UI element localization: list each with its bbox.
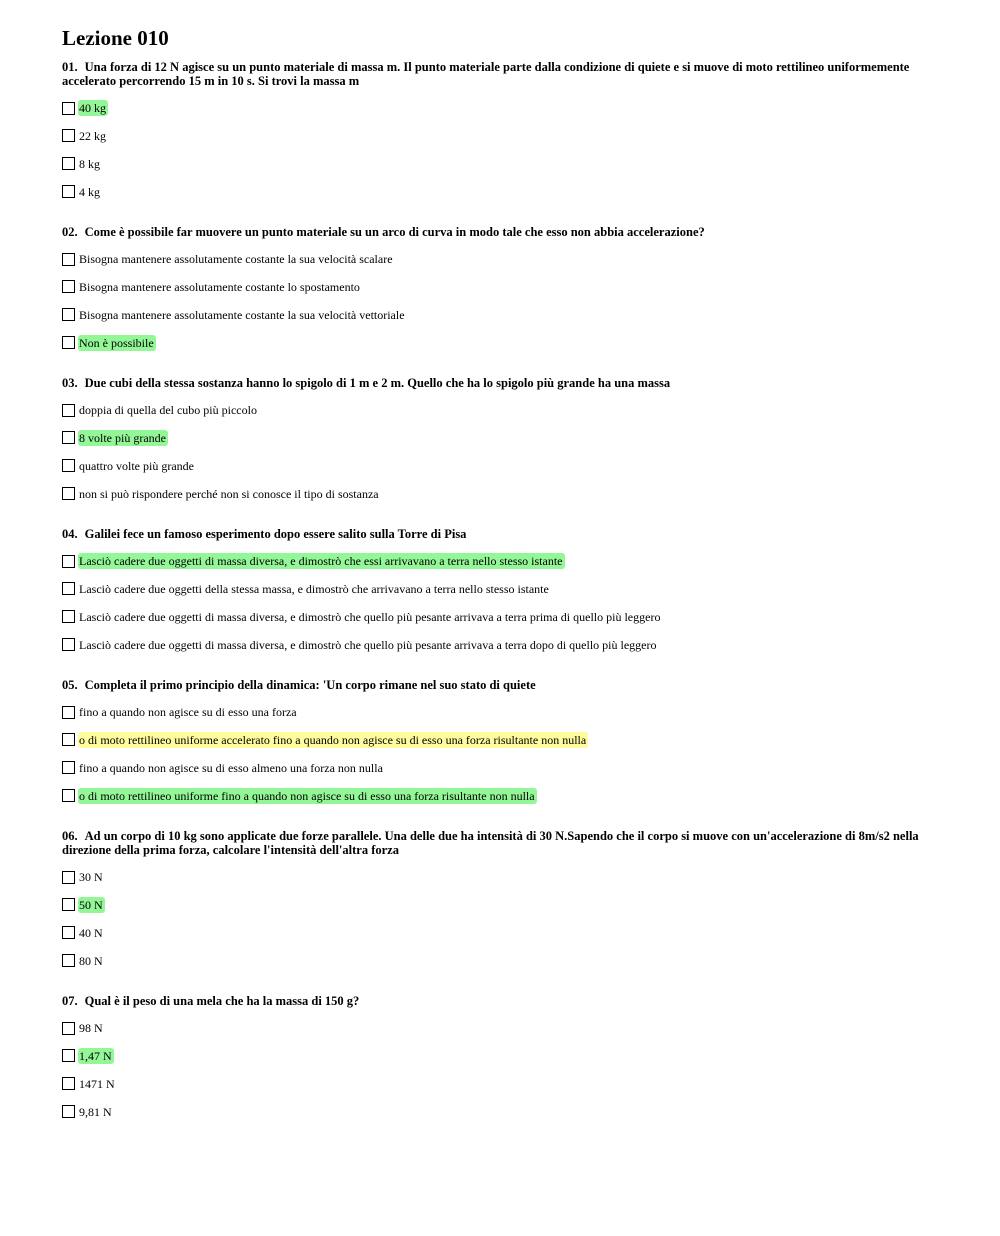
question-prompt: Qual è il peso di una mela che ha la massa di 150 g?: [84, 994, 360, 1008]
option-1[interactable]: [62, 553, 942, 569]
question-text: [62, 527, 942, 541]
checkbox[interactable]: [62, 761, 75, 774]
options-list: [62, 402, 942, 502]
option-1[interactable]: [62, 100, 942, 116]
option-3[interactable]: [62, 925, 942, 941]
question-02: [62, 225, 942, 363]
option-3[interactable]: [62, 1076, 942, 1092]
question-01: [62, 60, 942, 212]
option-label: 98 N: [79, 1021, 103, 1035]
checkbox[interactable]: [62, 1105, 75, 1118]
option-label: Non è possibile: [79, 335, 154, 350]
question-prompt: Una forza di 12 N agisce su un punto materiale di massa m. Il punto materiale parte dalla condizione di quiete e si muove di moto rettilineo uniformemente accelerato percorrendo 15 m in 10 s. Si trovi la massa m: [62, 60, 910, 88]
option-2[interactable]: [62, 581, 942, 597]
question-text: [62, 829, 942, 857]
option-2[interactable]: [62, 279, 942, 295]
question-prompt: Come è possibile far muovere un punto materiale su un arco di curva in modo tale che esso non abbia accelerazione?: [84, 225, 705, 239]
question-prompt: Ad un corpo di 10 kg sono applicate due forze parallele. Una delle due ha intensità di 30 N.Sapendo che il corpo si muove con un'accelerazione di 8m/s2 nella direzione della prima forza, calcolare l'intensità dell'altra forza: [62, 829, 919, 857]
checkbox[interactable]: [62, 308, 75, 321]
option-label: Bisogna mantenere assolutamente costante la sua velocità scalare: [79, 252, 393, 266]
options-list: [62, 553, 942, 653]
options-list: [62, 869, 942, 969]
question-number: 06.: [62, 829, 78, 843]
option-label: 4 kg: [79, 184, 100, 199]
option-label: 50 N: [79, 897, 103, 912]
question-07: [62, 994, 942, 1132]
checkbox[interactable]: [62, 1049, 75, 1062]
question-text: [62, 678, 942, 692]
option-label: 40 kg: [79, 101, 106, 115]
checkbox[interactable]: [62, 459, 75, 472]
option-1[interactable]: [62, 402, 942, 418]
option-1[interactable]: [62, 869, 942, 885]
checkbox[interactable]: [62, 638, 75, 651]
checkbox[interactable]: [62, 336, 75, 349]
options-list: [62, 704, 942, 804]
question-06: [62, 829, 942, 981]
question-03: [62, 376, 942, 514]
checkbox[interactable]: [62, 898, 75, 911]
option-label: 80 N: [79, 953, 103, 968]
option-label: o di moto rettilineo uniforme accelerato fino a quando non agisce su di esso una forza risultante non nulla: [79, 732, 587, 747]
checkbox[interactable]: [62, 871, 75, 884]
option-4[interactable]: [62, 486, 942, 502]
checkbox[interactable]: [62, 404, 75, 417]
option-4[interactable]: [62, 184, 942, 200]
question-text: [62, 225, 942, 239]
checkbox[interactable]: [62, 733, 75, 746]
option-2[interactable]: [62, 732, 942, 748]
question-text: [62, 994, 942, 1008]
option-4[interactable]: [62, 1104, 942, 1120]
question-prompt: Due cubi della stessa sostanza hanno lo spigolo di 1 m e 2 m. Quello che ha lo spigolo più grande ha una massa: [84, 376, 671, 390]
checkbox[interactable]: [62, 789, 75, 802]
options-list: [62, 1020, 942, 1120]
option-3[interactable]: [62, 458, 942, 474]
checkbox[interactable]: [62, 102, 75, 115]
option-1[interactable]: [62, 251, 942, 267]
checkbox[interactable]: [62, 185, 75, 198]
checkbox[interactable]: [62, 253, 75, 266]
question-number: 02.: [62, 225, 78, 239]
question-number: 07.: [62, 994, 78, 1008]
checkbox[interactable]: [62, 1022, 75, 1035]
option-4[interactable]: [62, 788, 942, 804]
checkbox[interactable]: [62, 487, 75, 500]
question-04: [62, 527, 942, 665]
checkbox[interactable]: [62, 1077, 75, 1090]
option-label: 9,81 N: [79, 1104, 112, 1119]
checkbox[interactable]: [62, 706, 75, 719]
checkbox[interactable]: [62, 157, 75, 170]
option-4[interactable]: [62, 953, 942, 969]
checkbox[interactable]: [62, 555, 75, 568]
option-label: Bisogna mantenere assolutamente costante la sua velocità vettoriale: [79, 307, 405, 322]
checkbox[interactable]: [62, 610, 75, 623]
checkbox[interactable]: [62, 926, 75, 939]
question-05: [62, 678, 942, 816]
option-label: Lasciò cadere due oggetti della stessa massa, e dimostrò che arrivavano a terra nello stesso istante: [79, 581, 549, 596]
option-3[interactable]: [62, 609, 942, 625]
option-label: Bisogna mantenere assolutamente costante lo spostamento: [79, 279, 360, 294]
question-number: 01.: [62, 60, 78, 74]
option-2[interactable]: [62, 897, 942, 913]
options-list: [62, 251, 942, 351]
option-2[interactable]: [62, 128, 942, 144]
question-number: 03.: [62, 376, 78, 390]
question-text: [62, 376, 942, 390]
option-label: doppia di quella del cubo più piccolo: [79, 403, 257, 417]
option-label: 1,47 N: [79, 1048, 112, 1063]
option-label: Lasciò cadere due oggetti di massa diversa, e dimostrò che quello più pesante arrivava a terra dopo di quello più leggero: [79, 637, 657, 652]
option-3[interactable]: [62, 156, 942, 172]
checkbox[interactable]: [62, 954, 75, 967]
option-label: 22 kg: [79, 128, 106, 143]
option-4[interactable]: [62, 637, 942, 653]
option-label: quattro volte più grande: [79, 458, 194, 473]
option-2[interactable]: [62, 1048, 942, 1064]
checkbox[interactable]: [62, 431, 75, 444]
option-3[interactable]: [62, 760, 942, 776]
option-label: 1471 N: [79, 1076, 115, 1091]
question-prompt: Galilei fece un famoso esperimento dopo essere salito sulla Torre di Pisa: [84, 527, 467, 541]
option-label: o di moto rettilineo uniforme fino a quando non agisce su di esso una forza risultante non nulla: [79, 788, 535, 803]
question-prompt: Completa il primo principio della dinamica: 'Un corpo rimane nel suo stato di quiete: [84, 678, 536, 692]
option-label: 8 volte più grande: [79, 430, 166, 445]
option-label: Lasciò cadere due oggetti di massa diversa, e dimostrò che quello più pesante arrivava a terra prima di quello più leggero: [79, 609, 661, 624]
checkbox[interactable]: [62, 280, 75, 293]
option-label: 30 N: [79, 870, 103, 884]
checkbox[interactable]: [62, 129, 75, 142]
option-label: 40 N: [79, 925, 103, 940]
option-label: non si può rispondere perché non si conosce il tipo di sostanza: [79, 486, 379, 501]
option-label: fino a quando non agisce su di esso una forza: [79, 705, 297, 719]
question-text: [62, 60, 942, 88]
option-label: 8 kg: [79, 156, 100, 171]
option-4[interactable]: [62, 335, 942, 351]
checkbox[interactable]: [62, 582, 75, 595]
question-number: 05.: [62, 678, 78, 692]
option-2[interactable]: [62, 430, 942, 446]
option-3[interactable]: [62, 307, 942, 323]
option-label: fino a quando non agisce su di esso almeno una forza non nulla: [79, 760, 383, 775]
option-label: Lasciò cadere due oggetti di massa diversa, e dimostrò che essi arrivavano a terra nello stesso istante: [79, 554, 563, 568]
option-1[interactable]: [62, 704, 942, 720]
options-list: [62, 100, 942, 200]
page-title: Lezione 010: [62, 26, 169, 50]
option-1[interactable]: [62, 1020, 942, 1036]
question-number: 04.: [62, 527, 78, 541]
